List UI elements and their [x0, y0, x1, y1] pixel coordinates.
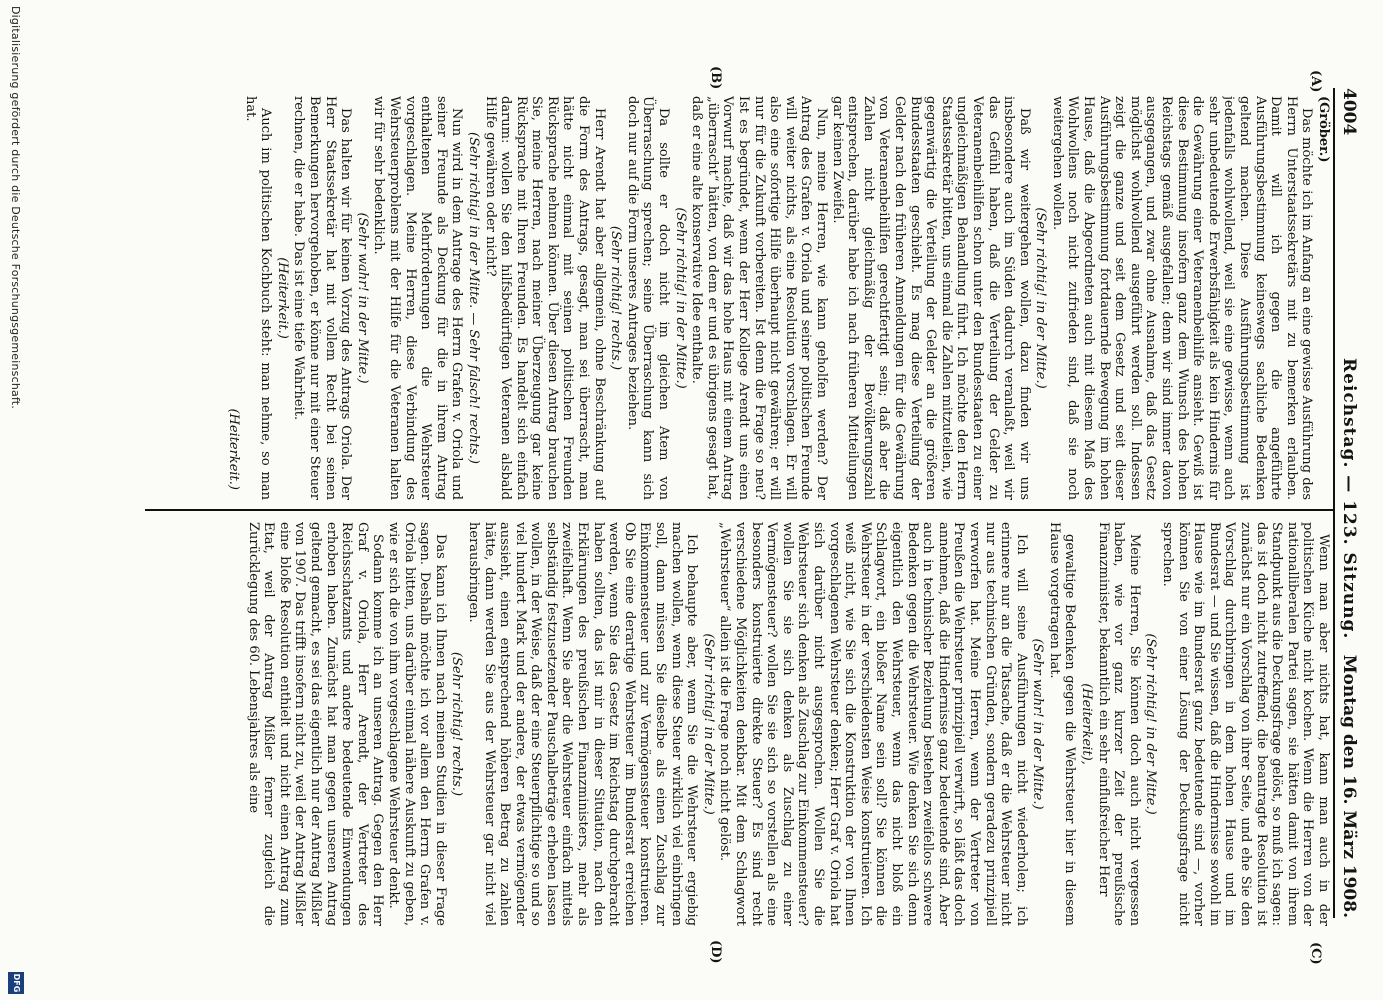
- page-footer: [3, 0, 27, 1000]
- session-date: Montag den 16. März 1908.: [1339, 654, 1359, 918]
- margin-marker-c: (C): [1308, 942, 1323, 965]
- interjection-remark: (Heiterkeit),: [1079, 683, 1095, 765]
- interjection-remark: (Sehr richtig! in der Mitte.): [700, 633, 716, 815]
- speech-paragraph: Nun wird in dem Antrage des Herrn Grafen v. Oriola und seiner Freunde als Deckung für die in ihrem Antrag enthaltenen Mehrforderungen die Wehrsteuer vorgeschlagen. Meine Herren, diese Verbindung des Wehrsteuerproblems mit der Hilfe für die Veteranen halten wir für sehr bedenklich.: [371, 96, 465, 500]
- speech-paragraph: Nun, meine Herren, wie kann geholfen werden? Der Antrag des Grafen v. Oriola und seiner politischen Freunde will weiter nichts, als eine Resolution vorschlagen. Er will also eine sofortige Hilfe überhaupt nicht gewähren; er will nur für die Zukunft vorbereiten. Ist denn die Frage so neu? Ist es begründet, wenn der Herr Kollege Arendt uns einen Vorwurf machte, daß wir das hohe Haus mit einem Antrag „überrascht“ hätten, von dem er und es übrigens gesagt hat, daß er eine alte konservative Idee enthalte.: [689, 96, 829, 500]
- interjection-remark: (Sehr richtig! in der Mitte.): [1143, 633, 1159, 815]
- interjection-remark: (Sehr richtig! in der Mitte. — Sehr falsch! rechts.): [465, 132, 481, 464]
- page-header: [1333, 88, 1365, 918]
- speech-paragraph: Herr Arendt hat aber allgemein, ohne Beschränkung auf die Form des Antrags, gesagt, man sei überrascht, man hätte nicht einmal mit seinen politischen Freunden Rücksprache nehmen können. Über diesen Antrag brauchen Sie, meine Herren, nach meiner Überzeugung gar keine Rücksprache mit Ihren Freunden. Es handelt sich einfach darum: wollen Sie den hilfsbedürftigen Veteranen alsbald Hilfe gewähren oder nicht?: [482, 96, 607, 500]
- speech-paragraph: Daß wir weitergehen wollen, dazu finden wir uns insbesondere auch im Süden dadurch veranlaßt, weil wir das Gefühl haben, daß die Verteilung der Gelder zu Veteranenbeihilfen schon unter den Bundesstaaten zu einer ungleichmäßigen Behandlung führt. Ich möchte den Herrn Staatssekretär bitten, uns einmal die Zahlen mitzuteilen, wie gegenwärtig die Verteilung der Gelder an die größeren Bundesstaaten geschieht. Es mag diese Verteilung der Gelder nach den früheren Anmeldungen für die Gewährung von Veteranenbeihilfen gerechtfertigt sein; daß aber die Zahlen nicht gleichmäßig der Bevölkerungszahl entsprechen, darüber habe ich nach früheren Mitteilungen gar keinen Zweifel.: [829, 96, 1032, 500]
- margin-marker-b: (B): [708, 66, 723, 90]
- interjection-remark: (Sehr richtig! in der Mitte.): [672, 207, 688, 389]
- margin-marker-a: (A): [1308, 70, 1323, 93]
- speech-paragraph: Meine Herren, Sie können doch auch nicht vergessen haben, wie vor ganz kurzer Zeit der preußische Finanzminister, bekanntlich ein sehr einflußreicher Herr: [1095, 522, 1142, 926]
- dfg-logo: DFG: [8, 972, 24, 994]
- margin-marker-d: (D): [708, 940, 723, 964]
- interjection-remark: (Sehr richtig! rechts.): [449, 651, 465, 797]
- speech-paragraph: Das halten wir für keinen Vorzug des Antrags Oriola. Der Herr Staatssekretär hat mit vollem Recht bei seinen Bemerkungen hervorgehoben, er könne nur mit einer Steuer rechnen, die er habe. Das ist eine tiefe Wahrheit.: [291, 96, 354, 500]
- right-text-column: [145, 522, 1331, 926]
- speech-paragraph: Das möchte ich im Anfang an eine gewisse Ausführung des Herrn Unterstaatssekretärs mit zu bemerken erlauben. Damit will ich gegen die angeführte Ausführungsbestimmung keineswegs sachliche Bedenken geltend machen. Diese Ausführungsbestimmung ist jedenfalls wohlwollend, weil sie eine gewisse, wenn auch sehr unbedeutende Erwerbsfähigkeit als kein Hindernis für die Gewährung einer Veteranenbeihilfe ansieht. Gewiß ist diese Bestimmung insofern ganz dem Wunsch des hohen Reichstags gemäß ausgefallen; denn wir sind immer davon ausgegangen, und zwar ohne Ausnahme, daß das Gesetz möglichst wohlwollend ausgeführt werden soll. Indessen zeigt die ganze und seit dem Gesetz und seit dieser Ausführungsbestimmung fortdauernde Bewegung im hohen Hause, daß die Abgeordneten auch mit diesem Maß des Wohlwollens noch nicht zufrieden sind, daß sie noch weitergehen wollen.: [1049, 96, 1315, 500]
- speech-paragraph: gewaltige Bedenken gegen die Wehrsteuer hier in diesem Hause vorgetragen hat.: [1046, 522, 1078, 926]
- interjection-remark: (Sehr richtig! rechts.): [608, 225, 624, 371]
- digitization-credit: Digitalisierung gefördert durch die Deutsche Forschungsgemeinschaft.: [9, 6, 22, 410]
- speech-paragraph: Wenn man aber nichts hat, kann man auch in der politischen Küche nicht kochen. Wenn die Herren von der nationalliberalen Partei sagen, sie hätten damit von ihrem Standpunkt aus die Deckungsfrage gelöst, so muß ich sagen: das ist doch nicht zutreffend; die beantragte Resolution ist zunächst nur ein Vorschlag von ihrer Seite, und ehe Sie den Vorschlag durchbringen in dem hohen Hause und im Bundesrat — und Sie wissen, daß die Hindernisse sowohl im Hause wie im Bundesrat ganz bedeutende sind —, vorher können Sie von einer Lösung der Deckungsfrage nicht sprechen.: [1160, 522, 1331, 926]
- interjection-remark: (Heiterkeit.): [226, 408, 242, 490]
- speech-paragraph: Da sollte er doch nicht im gleichen Atem von Überraschung sprechen; seine Überraschung kann sich doch nur auf die Form unseres Antrages beziehen.: [624, 96, 672, 500]
- interjection-remark: (Heiterkeit.): [274, 257, 290, 339]
- speech-paragraph: Sodann komme ich an unseren Antrag. Gegen den Herr Graf v. Oriola, Herr Arendt, der Vertreter des Reichsschatzamts und andere bedeutende Einwendungen erhoben haben. Zunächst hat man gegen unseren Antrag geltend gemacht, es sei das eigentlich nur der Antrag Mißler von 1907. Das trifft insofern nicht zu, weil der Antrag Mißler eine bloße Resolution enthielt und nicht einen Antrag zum Etat, weil der Antrag Mißler ferner zugleich die Zurücklegung des 60. Lebensjahres als eine: [245, 522, 386, 926]
- interjection-remark: (Sehr wahr! in der Mitte.): [1030, 638, 1046, 810]
- page-title: Reichstag. — 123. Sitzung.: [1339, 358, 1359, 640]
- interjection-remark: (Sehr wahr! in der Mitte.): [354, 212, 370, 384]
- speech-paragraph: Auch im politischen Kochbuch steht: man nehme, so man hat.: [242, 96, 274, 500]
- speaker-name: (Gröber.): [1316, 96, 1331, 163]
- page-number: 4004: [1339, 88, 1359, 136]
- column-divider: [145, 509, 1333, 511]
- left-text-column: [145, 96, 1331, 500]
- speech-paragraph: Ich behaupte aber, wenn Sie die Wehrsteuer ergiebig machen wollen, wenn diese Steuer wirklich viel einbringen soll, dann müssen Sie dieselbe als einen Zuschlag zur Einkommensteuer und zur Vermögenssteuer konstruieren. Ob Sie eine derartige Wehrsteuer im Bundesrat erreichen werden, wenn Sie das Gesetz im Reichstag durchgebracht haben sollten, das ist mir in dieser Situation, nach den Erklärungen des preußischen Finanzministers, mehr als zweifelhaft. Wenn Sie aber die Wehrsteuer einfach mittels selbständig festzusetzender Pauschalbeträge erheben lassen wollen, in der Weise, daß der eine Steuerpflichtige so und so viel hundert Mark und der andere, der etwas vermögender aussieht, einen entsprechend höheren Betrag zu zahlen hätte, dann werden Sie aus der Wehrsteuer gar nicht viel herausbringen.: [465, 522, 700, 926]
- speech-paragraph: Das kann ich Ihnen nach meinen Studien in dieser Frage sagen. Deshalb möchte ich vor allem den Herrn Grafen v. Oriola bitten, uns darüber einmal nähere Auskunft zu geben, wie er sich die von ihm vorgeschlagene Wehrsteuer denkt.: [385, 522, 448, 926]
- interjection-remark: (Sehr richtig! in der Mitte.): [1033, 207, 1049, 389]
- speech-paragraph: Ich will seine Ausführungen nicht wiederholen; ich erinnere nur an die Tatsache, daß er die Wehrsteuer nicht nur aus technischen Gründen, sondern geradezu prinzipiell verworfen hat. Meine Herren, wenn der Vertreter von Preußen die Wehrsteuer prinzipiell verwirft, so läßt das doch annehmen, daß die Hindernisse ganz bedeutende sind. Aber auch in technischer Beziehung bestehen zweifellos schwere Bedenken gegen die Wehrsteuer. Wie denken Sie sich denn eigentlich den Wehrsteuer, wenn das nicht bloß ein Schlagwort, ein bloßer Name sein soll? Sie können die Wehrsteuer in der verschiedensten Weise konstruieren. Ich weiß nicht, wie Sie sich die Konstruktion der von Ihnen vorgeschlagenen Wehrsteuer denken; Herr Graf v. Oriola hat sich darüber nicht ausgesprochen. Wollen Sie die Wehrsteuer sich denken als Zuschlag zur Einkommensteuer? wollen Sie sie sich denken als Zuschlag zu einer Vermögensteuer? wollen Sie sie sich so vorstellen als eine besonders konstruierte direkte Steuer? Es sind recht verschiedene Möglichkeiten denkbar. Mit dem Schlagwort „Wehrsteuer“ allein ist die Frage noch nicht gelöst.: [717, 522, 1029, 926]
